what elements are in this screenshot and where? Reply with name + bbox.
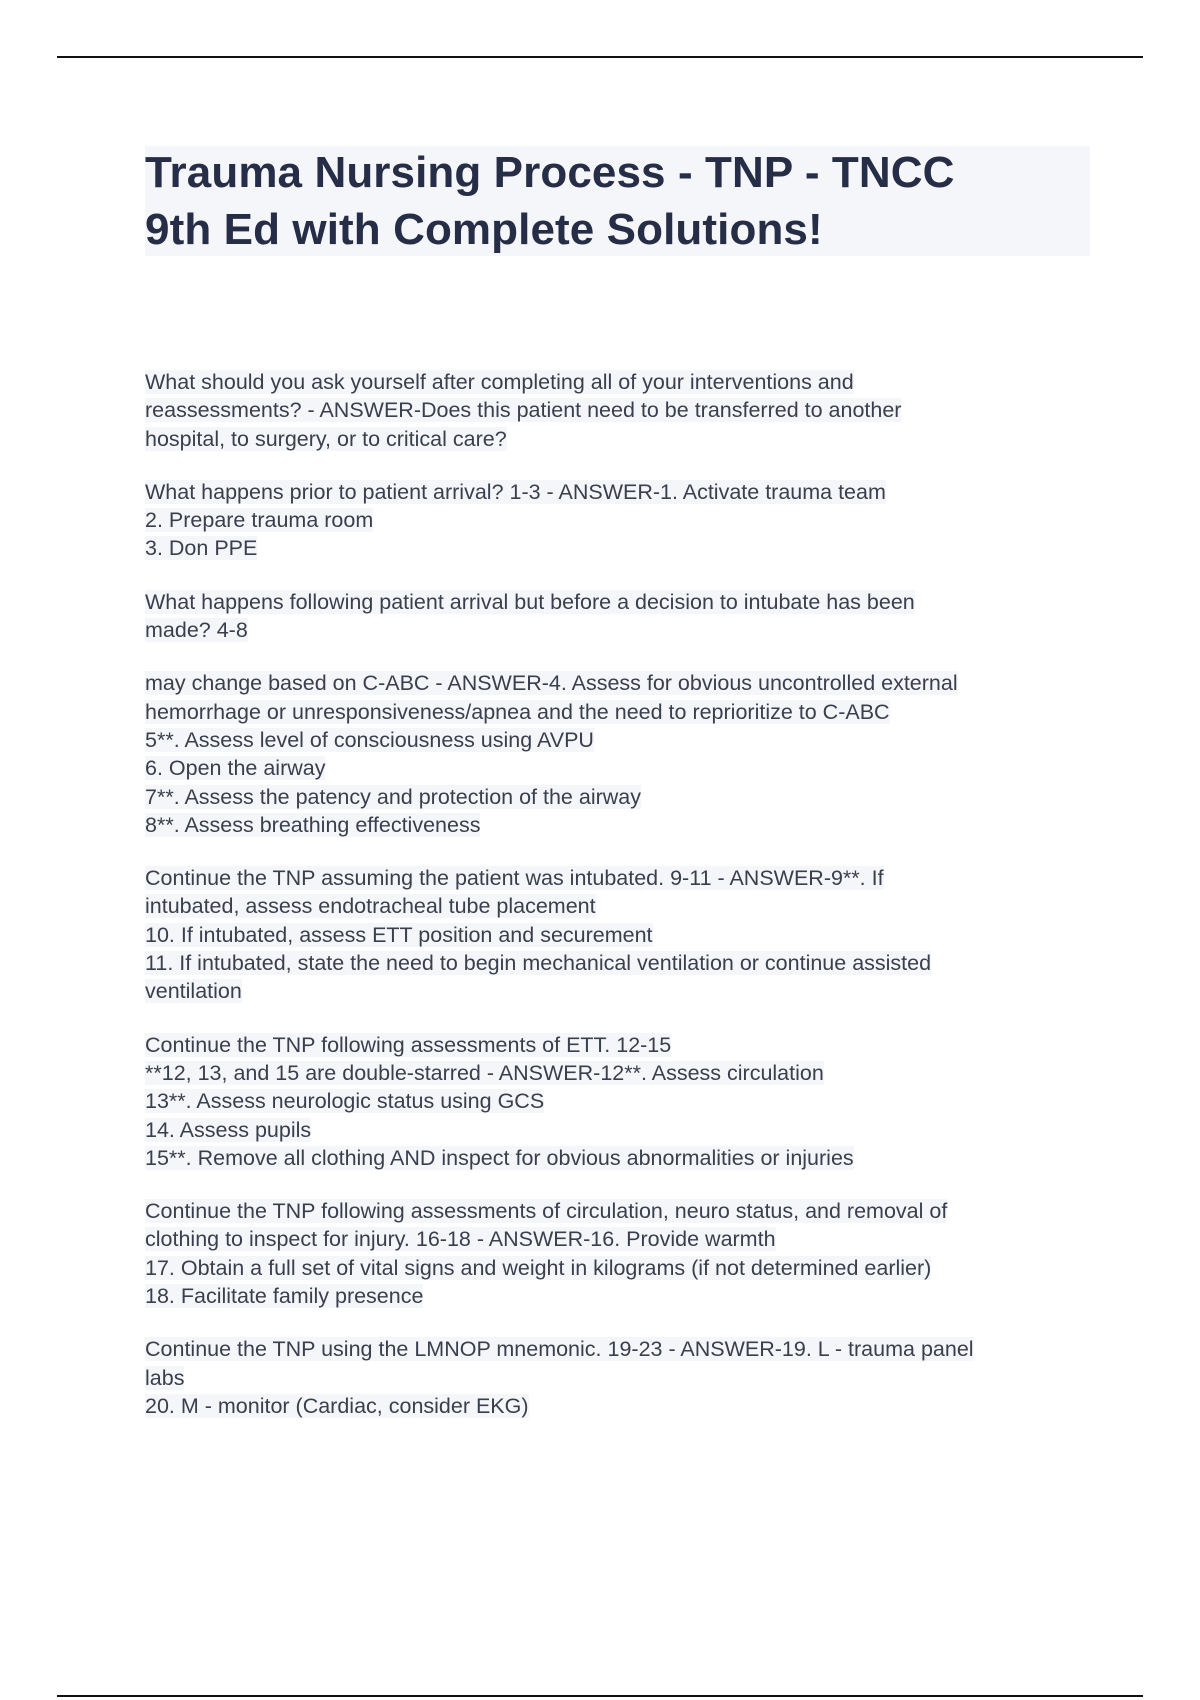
text-line: hemorrhage or unresponsiveness/apnea and the need to reprioritize to C-ABC [145,699,890,724]
text-line: ventilation [145,979,242,1004]
text-line: 2. Prepare trauma room [145,508,374,533]
text-line: Continue the TNP following assessments of circulation, neuro status, and removal of [145,1199,948,1224]
text-line: What happens prior to patient arrival? 1-3 - ANSWER-1. Activate trauma team [145,479,886,504]
text-line: hospital, to surgery, or to critical care? [145,426,507,451]
text-line: reassessments? - ANSWER-Does this patient need to be transferred to another [145,398,902,423]
text-line: intubated, assess endotracheal tube placement [145,894,596,919]
qa-entry [145,588,1090,645]
text-line: 17. Obtain a full set of vital signs and weight in kilograms (if not determined earlier) [145,1255,932,1280]
text-line: 14. Assess pupils [145,1117,312,1142]
text-line: 20. M - monitor (Cardiac, consider EKG) [145,1393,529,1418]
header-rule [57,56,1143,58]
text-line: Continue the TNP using the LMNOP mnemonic. 19-23 - ANSWER-19. L - trauma panel [145,1337,974,1362]
qa-content [145,368,1090,1445]
text-line: **12, 13, and 15 are double-starred - ANSWER-12**. Assess circulation [145,1060,824,1085]
text-line: labs [145,1365,185,1390]
document-title [145,144,1090,258]
text-line: 6. Open the airway [145,756,326,781]
qa-entry [145,1031,1090,1172]
text-line: 5**. Assess level of consciousness using AVPU [145,727,594,752]
text-line: made? 4-8 [145,618,248,643]
title-line: 9th Ed with Complete Solutions! [145,205,823,254]
title-line: Trauma Nursing Process - TNP - TNCC [145,148,955,197]
title-block [145,146,1090,256]
text-line: Continue the TNP following assessments of ETT. 12-15 [145,1032,672,1057]
text-line: 11. If intubated, state the need to begin mechanical ventilation or continue assisted [145,951,932,976]
text-line: clothing to inspect for injury. 16-18 - ANSWER-16. Provide warmth [145,1227,776,1252]
text-line: 8**. Assess breathing effectiveness [145,812,481,837]
qa-entry [145,669,1090,839]
text-line: 15**. Remove all clothing AND inspect for obvious abnormalities or injuries [145,1145,854,1170]
qa-entry [145,368,1090,453]
text-line: Continue the TNP assuming the patient was intubated. 9-11 - ANSWER-9**. If [145,866,884,891]
qa-entry [145,1197,1090,1310]
text-line: 3. Don PPE [145,536,258,561]
footer-rule [57,1695,1143,1697]
text-line: 10. If intubated, assess ETT position and securement [145,922,653,947]
text-line: What happens following patient arrival but before a decision to intubate has been [145,589,915,614]
text-line: 18. Facilitate family presence [145,1284,424,1309]
qa-entry [145,478,1090,563]
text-line: 7**. Assess the patency and protection of the airway [145,784,641,809]
text-line: may change based on C-ABC - ANSWER-4. Assess for obvious uncontrolled external [145,671,958,696]
qa-entry [145,864,1090,1005]
text-line: What should you ask yourself after completing all of your interventions and [145,370,854,394]
text-line: 13**. Assess neurologic status using GCS [145,1089,545,1114]
qa-entry [145,1335,1090,1420]
